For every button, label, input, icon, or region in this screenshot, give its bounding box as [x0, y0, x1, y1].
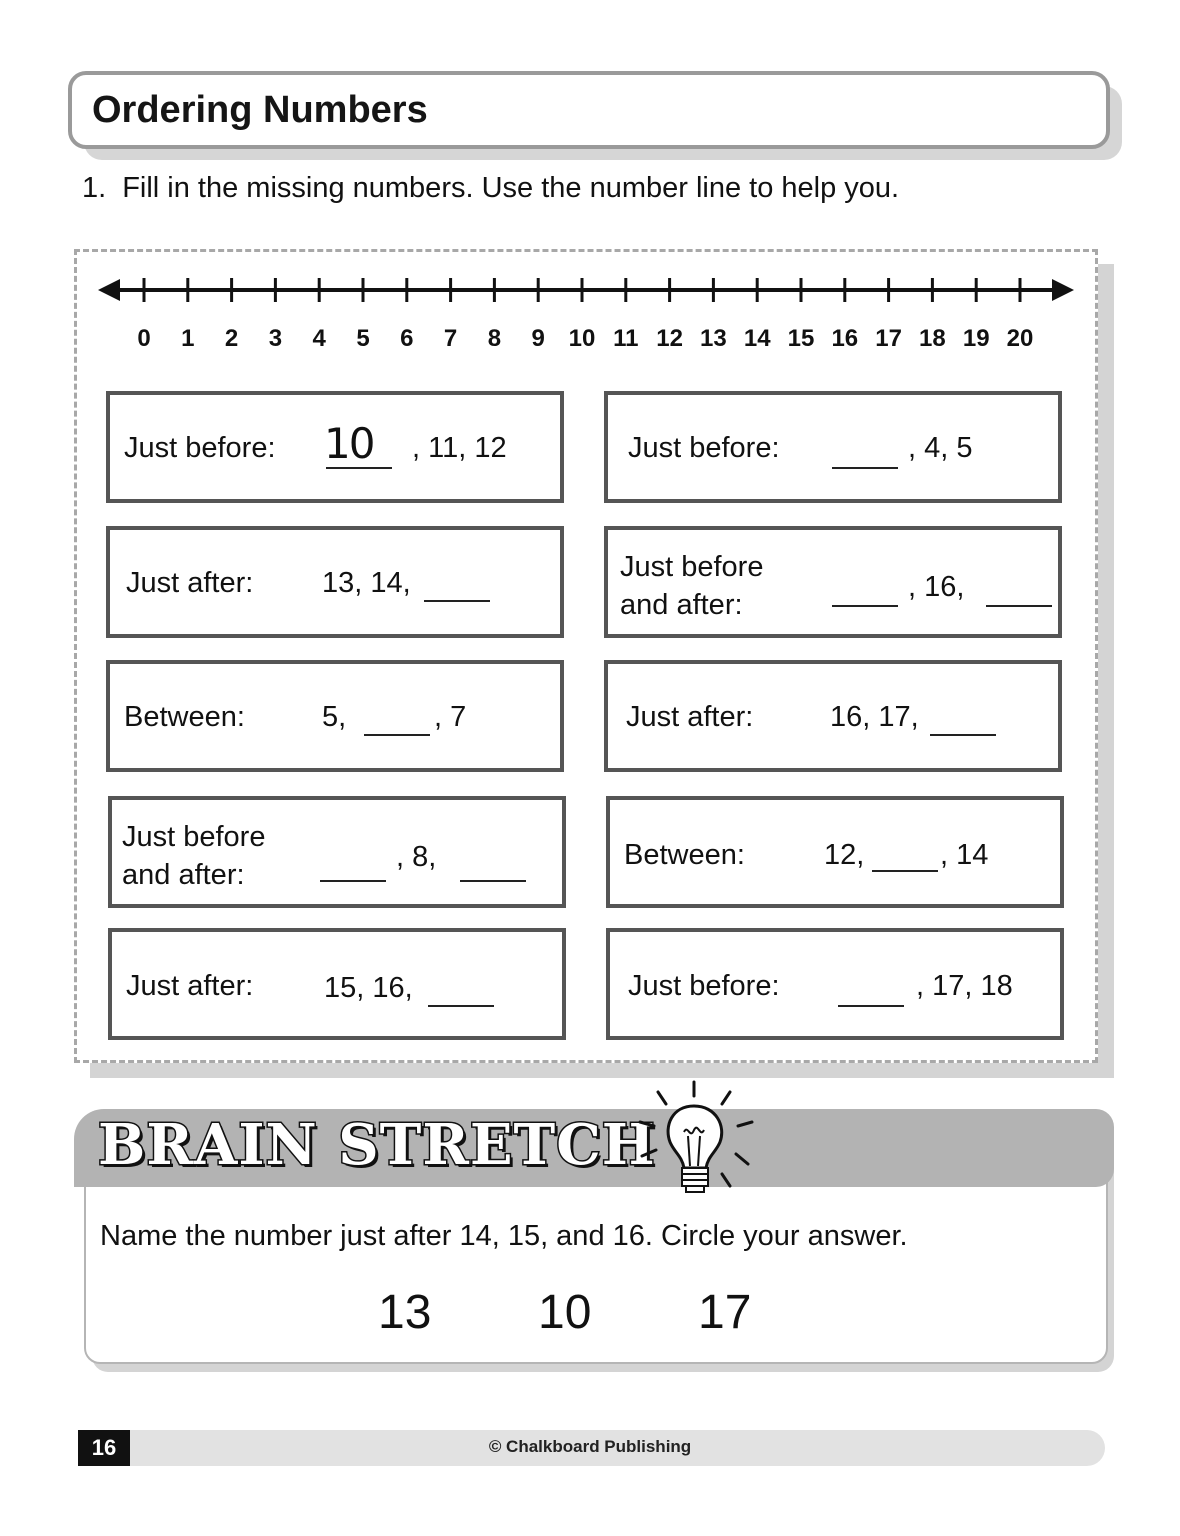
card-label: Between: — [624, 839, 745, 871]
answer-blank[interactable] — [930, 734, 996, 736]
answer-blank-after[interactable] — [460, 880, 526, 882]
answer-blank-before[interactable] — [320, 880, 386, 882]
card-label: Just before: — [628, 970, 780, 1002]
copyright: © Chalkboard Publishing — [488, 1437, 692, 1456]
page-title: Ordering Numbers — [92, 89, 428, 131]
card-label-line2: and after: — [620, 589, 743, 621]
card-before-and-after-1 — [604, 526, 1062, 638]
question-1 — [82, 172, 899, 205]
number-line-label: 5 — [356, 325, 370, 352]
number-line-label: 4 — [312, 325, 326, 352]
card-label: Just before: — [124, 432, 276, 464]
number-line-label: 18 — [919, 325, 946, 352]
card-sequence: , 16, — [908, 571, 965, 603]
number-line-label: 2 — [224, 325, 239, 352]
page-number: 16 — [78, 1430, 130, 1466]
right-arrow-icon — [1052, 279, 1074, 301]
answer-choice-2[interactable]: 10 — [538, 1286, 592, 1339]
number-line-label: 19 — [962, 325, 990, 352]
number-line-label: 0 — [137, 325, 151, 352]
number-line-label: 15 — [787, 325, 815, 352]
answer-blank[interactable] — [364, 734, 430, 736]
card-sequence: , 4, 5 — [908, 432, 973, 464]
answer-blank[interactable] — [832, 467, 898, 469]
answer-blank[interactable] — [424, 600, 490, 602]
number-line-label: 6 — [400, 325, 414, 352]
question-number: 1. — [82, 172, 107, 204]
card-sequence-end: , 14 — [940, 839, 989, 871]
card-before-and-after-2 — [108, 796, 566, 908]
card-sequence: , 11, 12 — [412, 432, 507, 464]
number-line-label: 10 — [568, 325, 596, 352]
card-label: Just after: — [626, 701, 754, 733]
card-sequence: 15, 16, — [324, 972, 413, 1004]
number-line-label: 8 — [487, 325, 502, 352]
card-label: Just before: — [628, 432, 780, 464]
number-line-label: 11 — [613, 325, 639, 352]
card-sequence: 16, 17, — [830, 701, 919, 733]
card-sequence-end: , 7 — [434, 701, 467, 733]
card-label: Between: — [124, 701, 245, 733]
number-line-label: 14 — [743, 325, 771, 352]
card-sequence: 13, 14, — [322, 567, 411, 599]
answer-choice-1[interactable]: 13 — [378, 1286, 432, 1339]
number-line-label: 17 — [875, 325, 902, 352]
answer-blank[interactable] — [872, 870, 938, 872]
number-line-label: 20 — [1006, 325, 1034, 352]
card-label: Just after: — [126, 970, 254, 1002]
answer-blank[interactable] — [326, 467, 392, 469]
answer-blank[interactable] — [838, 1005, 904, 1007]
lightbulb-icon — [636, 1076, 756, 1202]
answer-blank[interactable] — [428, 1005, 494, 1007]
number-line-label: 3 — [268, 325, 283, 352]
answer-choice-3[interactable]: 17 — [698, 1286, 752, 1339]
card-sequence-start: 12, — [824, 839, 865, 871]
card-just-after-1 — [106, 526, 564, 638]
card-label-line1: Just before — [122, 821, 266, 853]
card-just-before-1 — [106, 391, 564, 503]
answer-blank-after[interactable] — [986, 605, 1052, 607]
card-just-after-2 — [604, 660, 1062, 772]
card-between-2 — [606, 796, 1064, 908]
number-line-label: 16 — [831, 325, 859, 352]
number-line-label: 1 — [181, 325, 195, 352]
card-just-before-3 — [606, 928, 1064, 1040]
card-sequence: , 17, 18 — [916, 970, 1013, 1002]
card-between-1 — [106, 660, 564, 772]
number-line-label: 7 — [443, 325, 458, 352]
card-just-before-2 — [604, 391, 1062, 503]
left-arrow-icon — [98, 279, 120, 301]
question-text: Fill in the missing numbers. Use the number line to help you. — [122, 172, 900, 204]
brain-stretch-title: BRAIN STRETCH — [98, 1112, 656, 1178]
answer-blank-before[interactable] — [832, 605, 898, 607]
handwritten-answer: 10 — [324, 419, 374, 468]
card-sequence: , 8, — [396, 841, 437, 873]
title-box — [68, 71, 1110, 149]
number-line-label: 9 — [531, 325, 545, 352]
number-line — [96, 274, 1076, 364]
brain-stretch-question: Name the number just after 14, 15, and 16. Circle your answer. — [100, 1220, 908, 1252]
card-just-after-3 — [108, 928, 566, 1040]
number-line-label: 12 — [656, 325, 683, 352]
card-label-line2: and after: — [122, 859, 245, 891]
card-label-line1: Just before — [620, 551, 764, 583]
number-line-label: 13 — [700, 325, 727, 352]
card-sequence-start: 5, — [322, 701, 347, 733]
card-label: Just after: — [126, 567, 254, 599]
